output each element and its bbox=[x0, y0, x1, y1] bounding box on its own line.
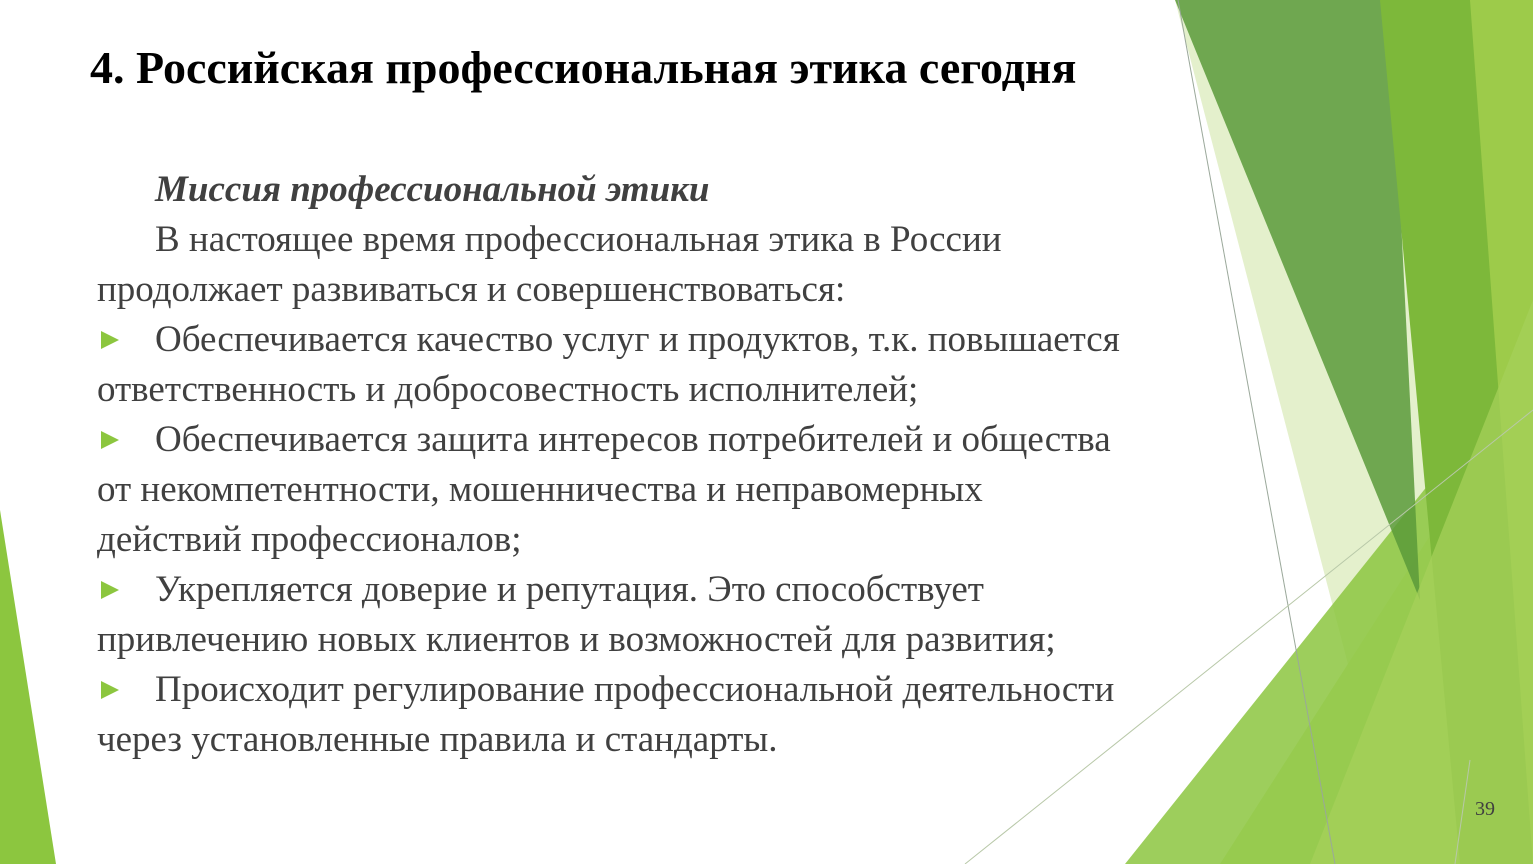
slide-body bbox=[97, 165, 1247, 765]
bullet-1-line-1: Обеспечивается качество услуг и продуктов, т.к. повышается bbox=[155, 319, 1120, 360]
slide-title: 4. Российская профессиональная этика сегодня bbox=[90, 42, 1077, 93]
intro-line-2: продолжает развиваться и совершенствоваться: bbox=[97, 269, 846, 310]
bullet-3-line-1: Укрепляется доверие и репутация. Это способствует bbox=[155, 569, 984, 610]
bullet-3-line-2: привлечению новых клиентов и возможностей для развития; bbox=[97, 619, 1056, 660]
mission-heading: Миссия профессиональной этики bbox=[155, 169, 710, 210]
left-green-sliver bbox=[0, 510, 56, 864]
bullet-2-line-2: от некомпетентности, мошенничества и неправомерных bbox=[97, 469, 983, 510]
bullet-item-4 bbox=[97, 665, 1247, 765]
right-triangle-icon bbox=[101, 681, 119, 699]
intro-paragraph bbox=[97, 215, 1247, 315]
right-triangle-icon bbox=[101, 431, 119, 449]
intro-line-1: В настоящее время профессиональная этика в России bbox=[155, 219, 1002, 260]
bullet-4-line-2: через установленные правила и стандарты. bbox=[97, 719, 778, 760]
bullet-2-line-1: Обеспечивается защита интересов потребителей и общества bbox=[155, 419, 1111, 460]
bullet-4-line-1: Происходит регулирование профессиональной деятельности bbox=[155, 669, 1115, 710]
right-triangle-icon bbox=[101, 331, 119, 349]
right-triangle-icon bbox=[101, 581, 119, 599]
bullet-2-line-3: действий профессионалов; bbox=[97, 519, 522, 560]
bullet-item-3 bbox=[97, 565, 1247, 665]
bullet-item-2 bbox=[97, 415, 1247, 565]
bullet-item-1 bbox=[97, 315, 1247, 415]
page-number: 39 bbox=[1475, 798, 1495, 820]
bullet-1-line-2: ответственность и добросовестность исполнителей; bbox=[97, 369, 919, 410]
